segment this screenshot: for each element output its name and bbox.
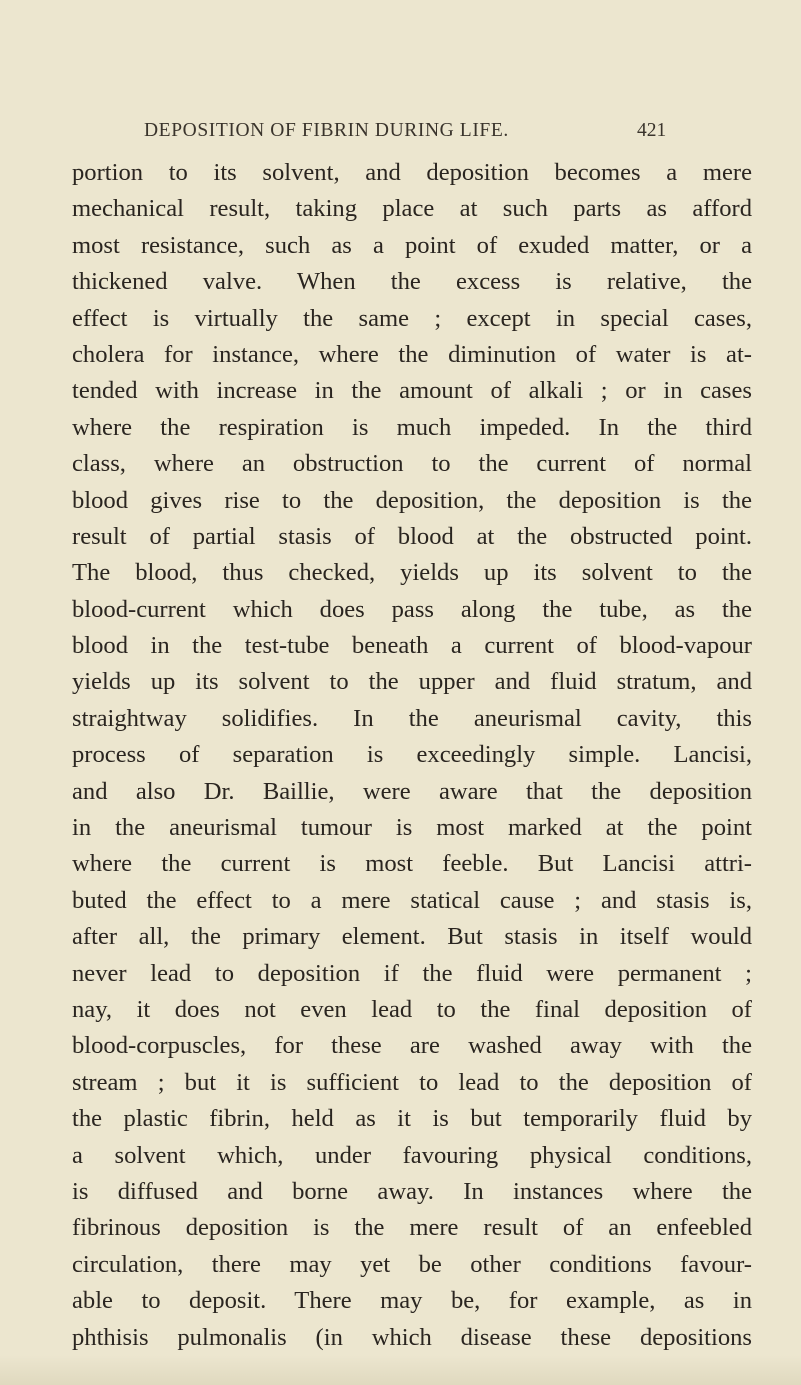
text-line: process of separation is exceedingly simple. Lancisi,: [72, 741, 752, 769]
text-line: is diffused and borne away. In instances where the: [72, 1177, 752, 1205]
text-line: thickened valve. When the excess is relative, the: [72, 268, 752, 296]
text-line: portion to its solvent, and deposition becomes a mere: [72, 159, 752, 186]
text-line: The blood, thus checked, yields up its solvent to the: [72, 559, 752, 587]
text-line: stream ; but it is sufficient to lead to the deposition of: [72, 1068, 752, 1096]
text-line: the plastic fibrin, held as it is but temporarily fluid by: [72, 1105, 752, 1133]
text-line: a solvent which, under favouring physical conditions,: [72, 1141, 752, 1169]
text-line: class, where an obstruction to the current of normal: [72, 450, 752, 478]
body-text: [72, 155, 752, 1356]
text-line: most resistance, such as a point of exuded matter, or a: [72, 231, 752, 259]
text-line: blood gives rise to the deposition, the deposition is the: [72, 486, 752, 514]
text-line: yields up its solvent to the upper and fluid stratum, and: [72, 668, 752, 696]
text-line: phthisis pulmonalis (in which disease these depositions: [72, 1323, 752, 1351]
text-line: blood-corpuscles, for these are washed away with the: [72, 1032, 752, 1060]
page-edge-shadow: [0, 1355, 801, 1385]
text-line: never lead to deposition if the fluid were permanent ;: [72, 959, 752, 987]
text-line: blood in the test-tube beneath a current of blood-vapour: [72, 632, 752, 660]
text-line: where the current is most feeble. But Lancisi attri-: [72, 850, 752, 878]
text-line: able to deposit. There may be, for example, as in: [72, 1287, 752, 1315]
text-line: nay, it does not even lead to the final deposition of: [72, 995, 752, 1023]
text-line: result of partial stasis of blood at the obstructed point.: [72, 522, 752, 550]
text-line: and also Dr. Baillie, were aware that the deposition: [72, 777, 752, 805]
text-line: tended with increase in the amount of alkali ; or in cases: [72, 377, 752, 405]
text-line: in the aneurismal tumour is most marked at the point: [72, 814, 752, 842]
text-line: circulation, there may yet be other conditions favour-: [72, 1250, 752, 1278]
text-line: where the respiration is much impeded. In the third: [72, 413, 752, 441]
text-line: effect is virtually the same ; except in special cases,: [72, 304, 752, 332]
text-line: straightway solidifies. In the aneurismal cavity, this: [72, 704, 752, 732]
running-head: DEPOSITION OF FIBRIN DURING LIFE.: [144, 120, 509, 141]
text-line: mechanical result, taking place at such parts as afford: [72, 195, 752, 223]
text-line: fibrinous deposition is the mere result of an enfeebled: [72, 1214, 752, 1242]
text-line: buted the effect to a mere statical cause ; and stasis is,: [72, 886, 752, 914]
text-line: blood-current which does pass along the tube, as the: [72, 595, 752, 623]
text-line: after all, the primary element. But stasis in itself would: [72, 923, 752, 951]
page-number: 421: [637, 120, 667, 141]
page-header: [0, 118, 801, 148]
text-line: cholera for instance, where the diminution of water is at-: [72, 340, 752, 368]
